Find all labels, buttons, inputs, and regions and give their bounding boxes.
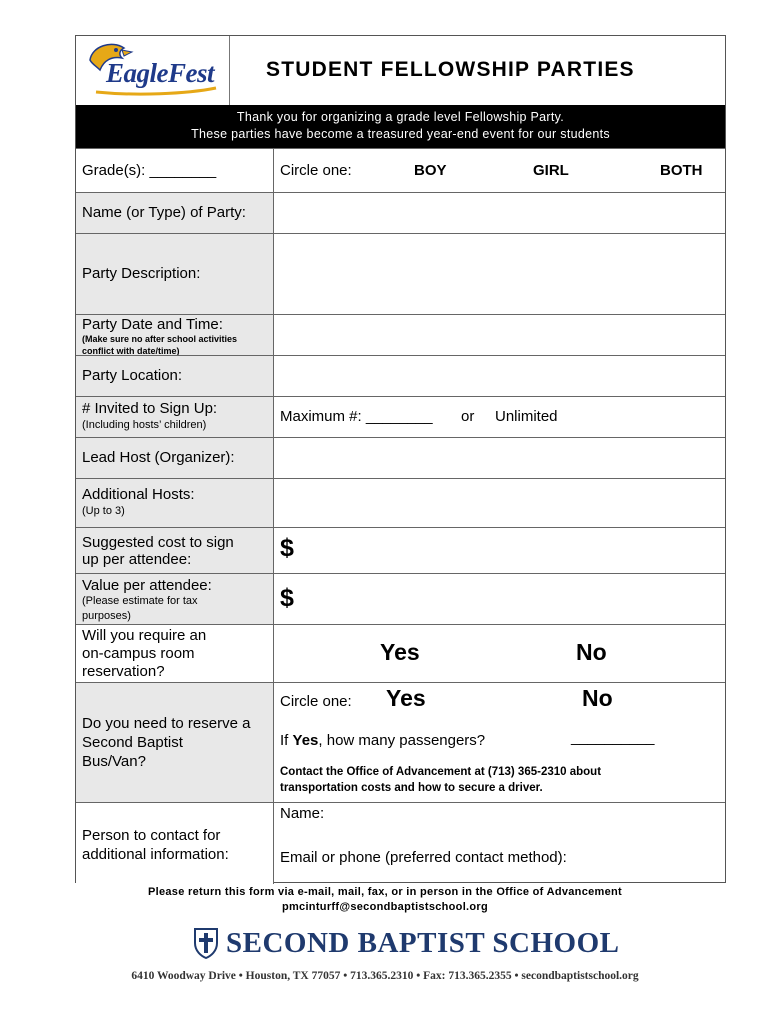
- or-text: or: [461, 408, 475, 425]
- date-note: (Make sure no after school activities conflict with date/time): [82, 334, 238, 356]
- description-label: Party Description:: [82, 265, 201, 282]
- invited-label: # Invited to Sign Up:: [82, 400, 218, 417]
- value-currency: $: [280, 584, 294, 612]
- additional-hosts-label: Additional Hosts:: [82, 486, 195, 503]
- page-title: STUDENT FELLOWSHIP PARTIES: [266, 58, 635, 81]
- option-boy[interactable]: BOY: [414, 162, 447, 179]
- school-name: SECOND BAPTIST SCHOOL: [226, 927, 620, 959]
- cost-field[interactable]: [274, 528, 725, 573]
- location-label: Party Location:: [82, 367, 183, 384]
- cost-label-line2: up per attendee:: [82, 551, 192, 568]
- row-contact: [76, 802, 725, 884]
- row-date: [76, 314, 725, 355]
- location-field[interactable]: [274, 356, 725, 396]
- bus-no[interactable]: No: [582, 685, 613, 711]
- contact-name-field[interactable]: Name:: [280, 805, 325, 822]
- eaglefest-logo: [76, 36, 230, 105]
- transport-note-line2: transportation costs and how to secure a driver.: [280, 782, 543, 794]
- bus-yes[interactable]: Yes: [386, 685, 426, 711]
- intro-banner: [76, 105, 725, 148]
- value-note-line2: purposes): [82, 610, 131, 622]
- lead-host-field[interactable]: [274, 438, 725, 478]
- option-girl[interactable]: GIRL: [533, 162, 569, 179]
- value-label: Value per attendee:: [82, 577, 212, 594]
- row-lead-host: [76, 437, 725, 478]
- grade-circle-label: Circle one:: [280, 162, 352, 179]
- row-invited: [76, 396, 725, 437]
- room-no[interactable]: No: [576, 639, 607, 665]
- shield-cross-icon: [193, 927, 219, 959]
- bus-label-line1: Do you need to reserve a: [82, 715, 251, 732]
- row-bus: [76, 682, 725, 802]
- room-label-line2: on-campus room: [82, 645, 195, 662]
- cost-currency: $: [280, 534, 294, 562]
- contact-label-line2: additional information:: [82, 846, 229, 863]
- bus-circle-label: Circle one:: [280, 693, 352, 710]
- date-label: Party Date and Time:: [82, 316, 223, 333]
- description-field[interactable]: [274, 234, 725, 314]
- row-location: [76, 355, 725, 396]
- cost-label-line1: Suggested cost to sign: [82, 534, 234, 551]
- grade-field[interactable]: Grade(s): ________: [82, 162, 217, 179]
- room-label-line1: Will you require an: [82, 627, 207, 644]
- party-name-field[interactable]: [274, 193, 725, 233]
- date-field[interactable]: [274, 315, 725, 355]
- row-additional-hosts: [76, 478, 725, 527]
- contact-label-line1: Person to contact for: [82, 827, 221, 844]
- row-cost: [76, 527, 725, 573]
- invited-note: (Including hosts’ children): [82, 419, 207, 431]
- party-name-label: Name (or Type) of Party:: [82, 204, 246, 221]
- option-unlimited[interactable]: Unlimited: [495, 408, 558, 425]
- passengers-question: If Yes, how many passengers?: [280, 732, 486, 749]
- bus-label-line2: Second Baptist: [82, 734, 183, 751]
- row-value: [76, 573, 725, 624]
- additional-hosts-note: (Up to 3): [82, 505, 125, 517]
- return-email[interactable]: pmcinturff@secondbaptistschool.org: [281, 901, 489, 913]
- return-instructions: [0, 885, 770, 915]
- passengers-field[interactable]: __________: [571, 729, 655, 746]
- contact-email-field[interactable]: Email or phone (preferred contact method):: [280, 849, 567, 866]
- logo-text: EagleFest: [106, 58, 214, 88]
- return-line: Please return this form via e-mail, mail, fax, or in person in the Office of Advancement: [147, 886, 623, 898]
- room-yes[interactable]: Yes: [380, 639, 420, 665]
- value-note-line1: (Please estimate for tax: [82, 595, 198, 607]
- option-both[interactable]: BOTH: [660, 162, 703, 179]
- banner-line-1: Thank you for organizing a grade level Fellowship Party.: [236, 110, 565, 124]
- maximum-field[interactable]: Maximum #: ________: [280, 408, 433, 425]
- transport-note-line1: Contact the Office of Advancement at (713) 365-2310 about: [280, 766, 602, 778]
- form-frame: [75, 35, 726, 883]
- school-address: 6410 Woodway Drive • Houston, TX 77057 • 713.365.2310 • Fax: 713.365.2355 • secondbaptistschool.org: [131, 970, 639, 982]
- bus-label-line3: Bus/Van?: [82, 753, 146, 770]
- additional-hosts-field[interactable]: [274, 479, 725, 527]
- row-description: [76, 233, 725, 314]
- banner-line-2: These parties have become a treasured year-end event for our students: [191, 127, 610, 141]
- value-field[interactable]: [274, 574, 725, 624]
- row-room: [76, 624, 725, 682]
- room-label-line3: reservation?: [82, 663, 165, 680]
- row-grade: [76, 148, 725, 192]
- row-party-name: [76, 192, 725, 233]
- lead-host-label: Lead Host (Organizer):: [82, 449, 235, 466]
